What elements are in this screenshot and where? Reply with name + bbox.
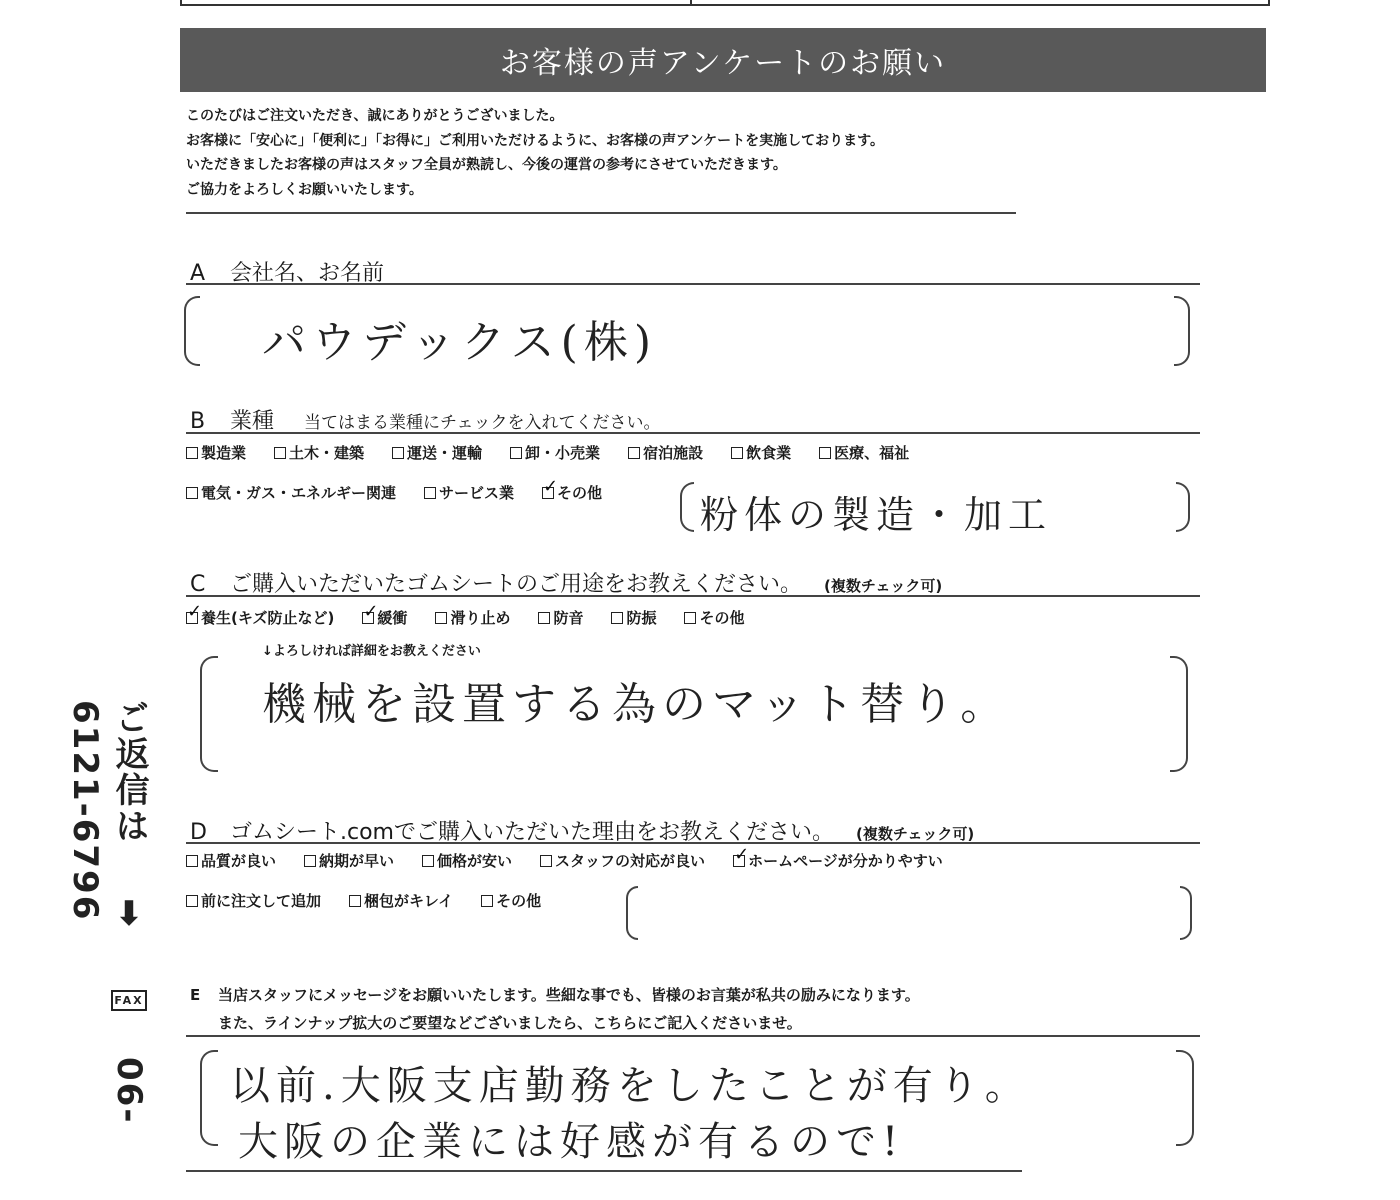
- section-c-title: ご購入いただいたゴムシートのご用途をお教えください。: [230, 572, 803, 597]
- intro-line: ご協力をよろしくお願いいたします。: [186, 181, 423, 198]
- checkbox[interactable]: [731, 447, 743, 459]
- section-letter: D: [190, 820, 207, 845]
- section-d-rule: [186, 842, 1200, 844]
- checkbox[interactable]: [422, 855, 434, 867]
- checkbox-checked[interactable]: [733, 855, 745, 867]
- checkbox[interactable]: [538, 612, 550, 624]
- industry-option[interactable]: 製造業: [186, 442, 246, 463]
- bracket-left: [626, 886, 638, 940]
- section-e-rule: [186, 1035, 1200, 1037]
- checkbox[interactable]: [304, 855, 316, 867]
- industry-option[interactable]: 飲食業: [731, 442, 791, 463]
- section-b-title: 業種: [230, 409, 275, 434]
- industry-option[interactable]: 運送・運輸: [392, 442, 482, 463]
- top-frame-divider: [690, 0, 692, 5]
- checkbox[interactable]: [628, 447, 640, 459]
- industry-option[interactable]: 土木・建築: [274, 442, 364, 463]
- reply-label: ご返信は: [109, 700, 149, 844]
- section-b-heading: [190, 404, 661, 435]
- section-a-rule: [186, 283, 1200, 285]
- industry-options-row1: [186, 442, 937, 463]
- reason-option[interactable]: 品質が良い: [186, 850, 276, 871]
- intro-text: [186, 104, 1246, 202]
- bracket-right: [1170, 656, 1188, 772]
- checkbox[interactable]: [186, 487, 198, 499]
- bracket-left: [680, 482, 694, 532]
- bracket-right: [1174, 296, 1190, 366]
- top-frame: [180, 0, 1270, 6]
- section-letter: B: [190, 409, 206, 434]
- section-b-note: 当てはまる業種にチェックを入れてください。: [304, 413, 661, 433]
- section-a-title: 会社名、お名前: [230, 261, 385, 286]
- details-hint: ↓よろしければ詳細をお教えください: [262, 644, 481, 659]
- checkbox-checked[interactable]: [186, 612, 198, 624]
- intro-line: このたびはご注文いただき、誠にありがとうございました。: [186, 108, 564, 124]
- industry-other-answer[interactable]: 粉体の製造・加工: [700, 493, 1053, 537]
- reason-option[interactable]: スタッフの対応が良い: [540, 850, 705, 871]
- message-answer-line1[interactable]: 以前.大阪支店勤務をしたことが有り。: [230, 1063, 1031, 1109]
- message-answer-line2[interactable]: 大阪の企業には好感が有るので!: [238, 1119, 905, 1165]
- checkbox[interactable]: [274, 447, 286, 459]
- company-name-answer[interactable]: パウデックス(株): [262, 317, 658, 368]
- bracket-right: [1176, 1050, 1194, 1146]
- intro-divider: [186, 212, 1016, 214]
- checkbox[interactable]: [819, 447, 831, 459]
- checkbox[interactable]: [435, 612, 447, 624]
- survey-title: お客様の声アンケートのお願い: [499, 46, 947, 81]
- bracket-left: [200, 656, 218, 772]
- industry-option[interactable]: 医療、福祉: [819, 442, 909, 463]
- fax-number: 06-6121-6796: [65, 700, 149, 1125]
- section-c-heading: [190, 567, 942, 598]
- fax-icon: FAX: [111, 990, 146, 1011]
- checkbox[interactable]: [186, 855, 198, 867]
- industry-option-other[interactable]: ✓ その他: [542, 482, 602, 503]
- section-d-note: (複数チェック可): [855, 825, 975, 843]
- industry-option[interactable]: 電気・ガス・エネルギー関連: [186, 482, 396, 503]
- survey-title-banner: [180, 28, 1266, 92]
- reason-option[interactable]: 価格が安い: [422, 850, 512, 871]
- reason-option[interactable]: ✓ ホームページが分かりやすい: [733, 850, 943, 871]
- section-e-heading: [190, 984, 920, 1005]
- usage-option[interactable]: その他: [684, 607, 744, 628]
- usage-option[interactable]: 防音: [538, 607, 583, 628]
- reason-option[interactable]: 前に注文して追加: [186, 890, 321, 911]
- bracket-right: [1176, 482, 1190, 532]
- usage-options: [186, 607, 773, 628]
- bracket-left: [200, 1050, 218, 1146]
- reason-options-row1: [186, 850, 971, 871]
- fax-reply-sidebar: [65, 700, 154, 1170]
- checkbox[interactable]: [186, 895, 198, 907]
- reason-option[interactable]: その他: [481, 890, 541, 911]
- reason-other-answer[interactable]: [640, 898, 1160, 922]
- industry-option[interactable]: 宿泊施設: [628, 442, 703, 463]
- section-letter: A: [190, 261, 206, 286]
- checkbox[interactable]: [424, 487, 436, 499]
- down-arrow-icon: ⬇: [109, 894, 149, 936]
- reason-options-row2: [186, 890, 569, 911]
- checkbox[interactable]: [510, 447, 522, 459]
- section-c-note: (複数チェック可): [824, 577, 943, 595]
- intro-line: いただきましたお客様の声はスタッフ全員が熟読し、今後の運営の参考にさせていただきます。: [186, 157, 787, 173]
- reason-option[interactable]: 納期が早い: [304, 850, 394, 871]
- usage-details-answer[interactable]: 機械を設置する為のマット替り。: [262, 679, 1011, 730]
- industry-option[interactable]: サービス業: [424, 482, 514, 503]
- usage-option[interactable]: 防振: [611, 607, 656, 628]
- bracket-left: [184, 296, 200, 366]
- industry-option[interactable]: 卸・小売業: [510, 442, 600, 463]
- checkbox-checked[interactable]: [542, 487, 554, 499]
- checkbox[interactable]: [540, 855, 552, 867]
- checkbox[interactable]: [349, 895, 361, 907]
- section-letter: C: [190, 572, 206, 597]
- usage-option[interactable]: ✓ 緩衝: [362, 607, 407, 628]
- checkbox[interactable]: [611, 612, 623, 624]
- industry-options-row2: [186, 482, 630, 503]
- checkbox[interactable]: [684, 612, 696, 624]
- section-d-title: ゴムシート.comでご購入いただいた理由をお教えください。: [230, 820, 834, 845]
- usage-option[interactable]: ✓養生(キズ防止など): [186, 607, 334, 628]
- checkbox-checked[interactable]: [362, 612, 374, 624]
- footer-rule: [186, 1170, 1022, 1172]
- checkbox[interactable]: [186, 447, 198, 459]
- intro-line: お客様に「安心に」「便利に」「お得に」ご利用いただけるように、お客様の声アンケートを実施しております。: [186, 132, 885, 149]
- section-b-rule: [186, 432, 1200, 434]
- section-e-line1: 当店スタッフにメッセージをお願いいたします。些細な事でも、皆様のお言葉が私共の励みになります。: [218, 986, 920, 1004]
- section-letter: E: [190, 986, 201, 1004]
- section-c-rule: [186, 595, 1200, 597]
- checkbox[interactable]: [481, 895, 493, 907]
- bracket-right: [1180, 886, 1192, 940]
- section-e-line2: また、ラインナップ拡大のご要望などございましたら、こちらにご記入くださいませ。: [218, 1014, 802, 1032]
- reason-option[interactable]: 梱包がキレイ: [349, 890, 453, 911]
- checkbox[interactable]: [392, 447, 404, 459]
- usage-option[interactable]: 滑り止め: [435, 607, 510, 628]
